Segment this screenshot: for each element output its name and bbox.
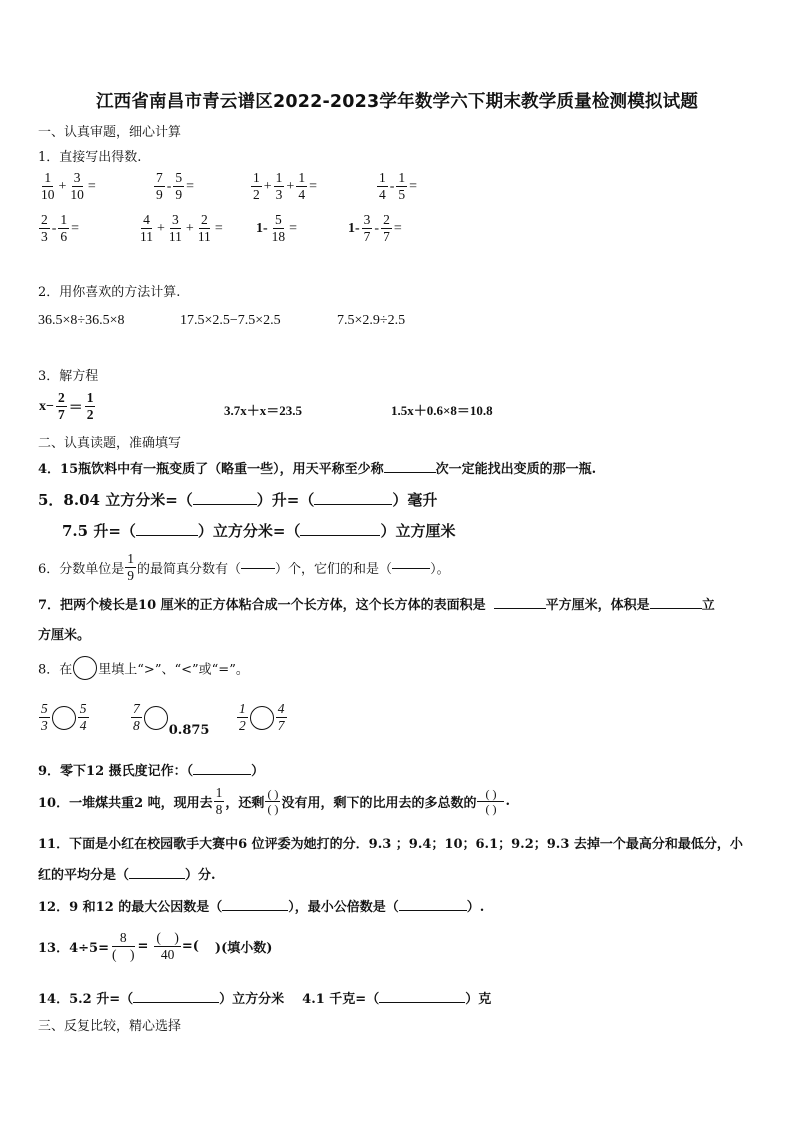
page-title: 江西省南昌市青云谱区2022-2023学年数学六下期末教学质量检测模拟试题 <box>95 92 699 112</box>
q12-blank-1[interactable] <box>222 909 288 911</box>
q5-line-2: 7.5 升=（ ）立方分米=（ ）立方厘米 <box>62 522 456 540</box>
q8-item-2: $\frac{7}{8}$ $_{0.875}$ <box>133 701 210 739</box>
q8-item-1: $\frac{5}{3}$ $\frac{5}{4}$ <box>41 701 87 734</box>
q12: 12．9 和12 的最大公因数是（ ），最小公倍数是（ ）. <box>38 900 485 915</box>
compare-circle-1[interactable] <box>52 706 76 730</box>
compare-circle-3[interactable] <box>250 706 274 730</box>
q6-blank-2[interactable] <box>392 567 430 569</box>
q6-blank-1[interactable] <box>241 567 275 569</box>
q11-line-2: 红的平均分是（ ）分. <box>38 868 216 883</box>
q13: 13．4÷5= $\frac{8}{( )}$ = $\frac{( )}{40}$ =( )(填小数) <box>38 930 273 963</box>
q7-blank-2[interactable] <box>650 607 702 609</box>
q11-blank[interactable] <box>129 877 185 879</box>
q7-line-2: 方厘米。 <box>38 628 91 643</box>
compare-circle-sample <box>73 656 97 680</box>
q2-label: 2．用你喜欢的方法计算. <box>38 285 181 300</box>
q5-blank-1[interactable] <box>193 503 257 505</box>
q1-r1-e2: $\frac{7}{9}$ - $\frac{5}{9}$ = <box>156 170 195 203</box>
section-heading-1: 一、认真审题，细心计算 <box>38 125 182 140</box>
q9: 9．零下12 摄氏度记作：（ ） <box>38 764 265 779</box>
section-heading-3: 三、反复比较，精心选择 <box>38 1019 182 1034</box>
q1-r2-e3: 1- $\frac{5}{18}$ = <box>256 212 298 245</box>
q1-r2-e1: $\frac{2}{3}$ - $\frac{1}{6}$ = <box>41 212 80 245</box>
q8-label: 8．在 里填上“>”、“<”或“=”。 <box>38 656 249 680</box>
q4-blank[interactable] <box>384 471 436 473</box>
q2-expr-1: 36.5×8÷36.5×8 <box>38 313 125 328</box>
q14-blank-1[interactable] <box>133 1001 219 1003</box>
q1-r1-e4: $\frac{1}{4}$ - $\frac{1}{5}$ = <box>379 170 418 203</box>
q5-blank-4[interactable] <box>300 534 380 536</box>
q3-label: 3．解方程 <box>38 369 99 384</box>
compare-circle-2[interactable] <box>144 706 168 730</box>
q7-line-1: 7．把两个棱长是10 厘米的正方体粘合成一个长方体，这个长方体的表面积是 平方厘米，体积是 立 <box>38 598 715 613</box>
q1-label: 1．直接写出得数. <box>38 150 142 165</box>
section-heading-2: 二、认真读题，准确填写 <box>38 436 182 451</box>
q7-blank-1[interactable] <box>494 607 546 609</box>
q1-r2-e4: 1- $\frac{3}{7}$ - $\frac{2}{7}$ = <box>348 212 402 245</box>
q11-line-1: 11．下面是小红在校园歌手大赛中6 位评委为她打的分．9.3 ；9.4；10；6.1；9.2；9.3 去掉一个最高分和最低分，小 <box>38 837 743 852</box>
q12-blank-2[interactable] <box>399 909 467 911</box>
q8-item-3: $\frac{1}{2}$ $\frac{4}{7}$ <box>239 701 285 734</box>
q3-eq-1: x− $\frac{2}{7}$ ＝ $\frac{1}{2}$ <box>39 390 94 423</box>
q6: 6．分数单位是 $\frac{1}{9}$ 的最简真分数有（ ）个，它们的和是（ ）。 <box>38 551 450 584</box>
q4: 4．15瓶饮料中有一瓶变质了（略重一些），用天平称至少称 次一定能找出变质的那一瓶. <box>38 462 597 477</box>
q1-r2-e2: $\frac{4}{11}$ + $\frac{3}{11}$ + $\frac{2}{11}$ = <box>140 212 223 245</box>
q5-blank-2[interactable] <box>314 503 392 505</box>
q9-blank[interactable] <box>193 773 251 775</box>
q3-eq-2: 3.7x＋x＝23.5 <box>224 403 303 418</box>
q5-line-1: 5．8.04 立方分米=（ ）升=（ ）毫升 <box>38 491 438 509</box>
q5-blank-3[interactable] <box>136 534 198 536</box>
q14: 14．5.2 升=（ ）立方分米 4.1 千克=（ ）克 <box>38 992 492 1007</box>
q1-r1-e1: $\frac{1}{10}$ + $\frac{3}{10}$ = <box>41 170 96 203</box>
q2-expr-3: 7.5×2.9÷2.5 <box>337 313 406 328</box>
q1-r1-e3: $\frac{1}{2}$ + $\frac{1}{3}$ + $\frac{1}{4}$ = <box>253 170 317 203</box>
q14-blank-2[interactable] <box>379 1001 465 1003</box>
q2-expr-2: 17.5×2.5−7.5×2.5 <box>180 313 281 328</box>
q10: 10．一堆煤共重2 吨，现用去 $\frac{1}{8}$ ，还剩 $\frac{( )}{( )}$ 没有用，剩下的比用去的多总数的 $\frac{( )}{( )}$ . <box>38 785 510 818</box>
q3-eq-3: 1.5x＋0.6×8＝10.8 <box>391 403 493 418</box>
